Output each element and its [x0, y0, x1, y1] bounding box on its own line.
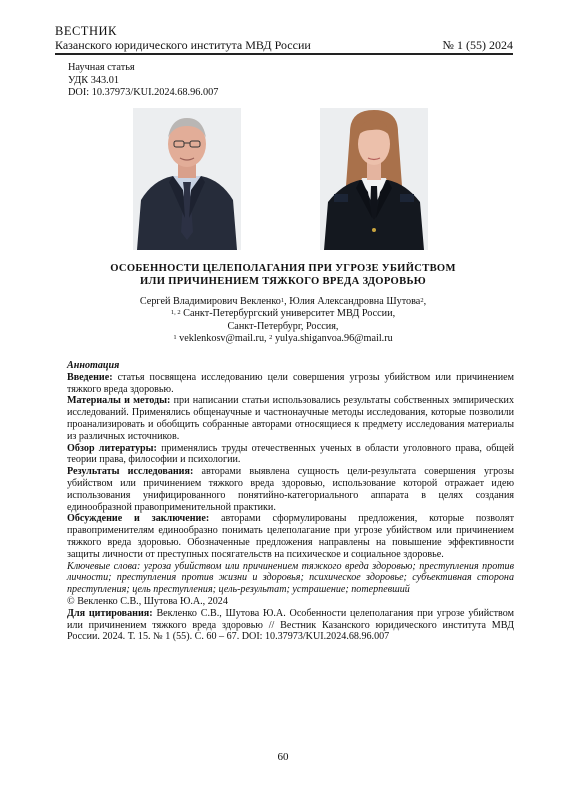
page-number: 60 — [277, 751, 289, 763]
keywords-label: Ключевые слова: — [67, 560, 141, 572]
running-header — [55, 24, 513, 53]
discussion-label: Обсуждение и заключение: — [67, 513, 210, 525]
abstract-body — [67, 360, 514, 643]
title-line-1: ОСОБЕННОСТИ ЦЕЛЕПОЛАГАНИЯ ПРИ УГРОЗЕ УБИЙСТВОМ — [110, 263, 456, 274]
article-meta — [68, 62, 218, 100]
affiliation-sup: 1, 2 — [170, 309, 181, 317]
intro-label: Введение: — [67, 371, 113, 383]
journal-name: ВЕСТНИК — [55, 24, 117, 38]
author-comma: , — [423, 296, 427, 307]
email-1-sup: 1 — [173, 333, 177, 341]
review-paragraph — [67, 443, 514, 467]
author-photo-2 — [320, 108, 428, 250]
affiliation: Санкт-Петербургский университет МВД России, — [180, 308, 396, 320]
header-rule — [55, 53, 513, 55]
doi: DOI: 10.37973/KUI.2024.68.96.007 — [68, 87, 219, 99]
copyright: © Векленко С.В., Шутова Ю.А., 2024 — [67, 595, 228, 607]
email-1[interactable]: veklenkosv@mail.ru, — [176, 332, 270, 344]
author-block — [60, 296, 506, 345]
udk-code: УДК 343.01 — [68, 74, 120, 86]
methods-text: при написании статьи использовались результаты собственных эмпирических исследований. Применялись общенаучные и частнонаучные методы исследования, которые позволили проанализировать и обобщить собранные авторами относящиеся к предмету исследования материалы из различных источников. — [67, 395, 514, 442]
intro-paragraph — [67, 372, 514, 396]
review-text: применялись труды отечественных ученых в области уголовного права, общей теории права, философии и психологии. — [67, 442, 514, 466]
article-title — [60, 263, 506, 288]
author-photo-1 — [133, 108, 241, 250]
email-2-sup: 2 — [269, 333, 273, 341]
author-2-sup: 2 — [420, 297, 424, 304]
results-label: Результаты исследования: — [67, 466, 194, 478]
author-1-name: Сергей Владимирович Векленко — [139, 296, 281, 307]
affiliation-city: Санкт-Петербург, Россия, — [227, 320, 339, 332]
keywords-paragraph — [67, 561, 514, 596]
citation-text: Векленко С.В., Шутова Ю.А. Особенности целеполагания при угрозе убийством или причинением тяжкого вреда здоровью // Вестник Казанского юридического института МВД России. 2024. Т. 15. № 1 (55). С. 60 – 67. DOI: 10.37973/KUI.2024.68.96.007 — [67, 607, 514, 643]
email-2[interactable]: yulya.shiganvoa.96@mail.ru — [272, 332, 393, 344]
citation-label: Для цитирования: — [67, 607, 153, 619]
journal-institute: Казанского юридического института МВД России — [55, 38, 311, 52]
article-type: Научная статья — [68, 62, 135, 73]
methods-paragraph — [67, 395, 514, 442]
results-paragraph — [67, 466, 514, 513]
author-1-sup: 1 — [280, 297, 285, 304]
review-label: Обзор литературы: — [67, 442, 157, 454]
journal-issue: № 1 (55) 2024 — [442, 38, 513, 52]
author-2-name: Юлия Александровна Шутова — [289, 296, 421, 307]
title-line-2: ИЛИ ПРИЧИНЕНИЕМ ТЯЖКОГО ВРЕДА ЗДОРОВЬЮ — [139, 275, 426, 287]
abstract-heading: Аннотация — [67, 360, 120, 371]
methods-label: Материалы и методы: — [67, 395, 171, 407]
keywords-text: угроза убийством или причинением тяжкого вреда здоровью; преступления против личности; преступления против жизни и здоровья; психическое здоровье; субъективная сторона преступления; цель преступления; цель-результат; устрашение; потерпевший — [67, 560, 514, 596]
intro-text: статья посвящена исследованию цели совершения угрозы убийством или причинением тяжкого вреда здоровью. — [67, 371, 514, 395]
results-text: авторами выявлена сущность цели-результата совершения угрозы убийством или причинением тяжкого вреда здоровью, использование которой отражает идею использования унифицированного понятийно-категориального аппарата в целях создания единообразной правоприменительной практики. — [67, 466, 515, 513]
discussion-paragraph — [67, 513, 514, 560]
author-separator: , — [284, 296, 290, 307]
discussion-text: авторами сформулированы предложения, которые позволят правоприменителям единообразно понимать целеполагание при угрозе убийством или причинением тяжкого вреда здоровью. Обозначенные предложения направлены на повышение эффективности защиты личности от преступных посягательств на психическое и социальное здоровье. — [67, 513, 514, 560]
citation-paragraph — [67, 608, 514, 643]
